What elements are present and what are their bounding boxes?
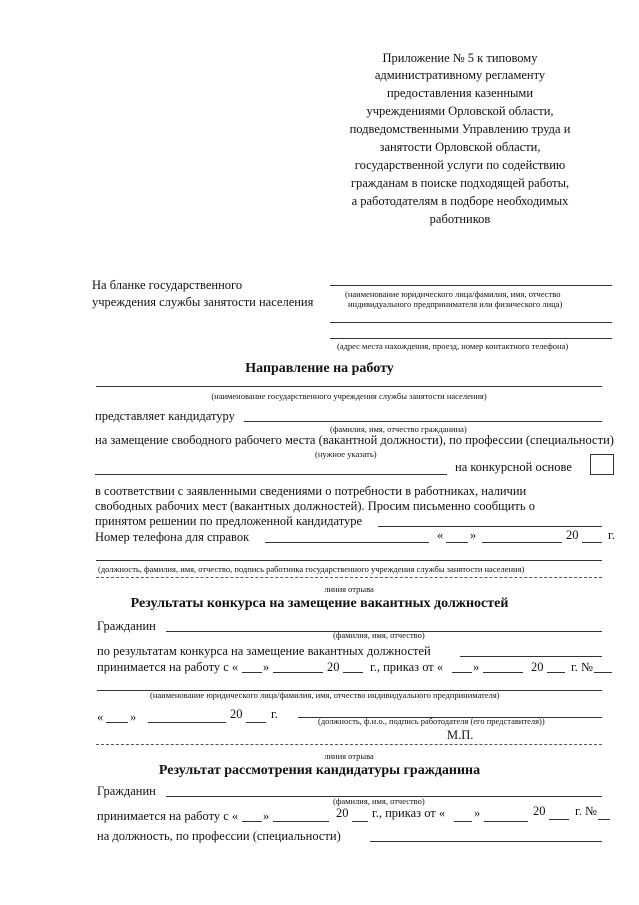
hint-name-1: (наименование юридического лица/фамилия, имя, отчество <box>345 289 561 299</box>
review-position-field[interactable] <box>370 841 602 842</box>
review-hire-month-field[interactable] <box>273 821 329 822</box>
review-order-quote: » <box>474 806 481 820</box>
stamp-place: М.П. <box>447 728 474 742</box>
blank-label-2: учреждения службы занятости населения <box>92 295 314 309</box>
contest-hire-year-prefix: 20 <box>327 660 340 674</box>
by-results-label: по результатам конкурса на замещение вакантных должностей <box>97 644 431 658</box>
contest-order-number-field[interactable] <box>594 672 612 673</box>
contest-date-year-field[interactable] <box>246 722 266 723</box>
review-order-month-field[interactable] <box>484 821 528 822</box>
contest-hire-year-field[interactable] <box>343 672 363 673</box>
review-order-from: г., приказ от « <box>372 806 446 820</box>
referral-year-suffix: г. <box>608 528 615 542</box>
appendix-line-2: административному регламенту <box>374 68 546 82</box>
hint-institution: (наименование государственного учреждения службы занятости населения) <box>211 391 487 401</box>
review-order-year-field[interactable] <box>549 819 569 820</box>
by-results-field[interactable] <box>460 656 602 657</box>
institution-field[interactable] <box>96 386 602 387</box>
review-hint-fio: (фамилия, имя, отчество) <box>333 796 425 806</box>
paragraph-line-3: принятом решении по предложенной кандидатуре <box>95 514 363 528</box>
review-order-day-field[interactable] <box>454 821 472 822</box>
hint-employer: (наименование юридического лица/фамилия, имя, отчество индивидуального предпринимателя) <box>150 690 500 700</box>
appendix-line-6: занятости Орловской области, <box>379 140 541 154</box>
for-position-label: на замещение свободного рабочего места (вакантной должности), по профессии (специальности) <box>95 433 614 447</box>
review-position-label: на должность, по профессии (специальности) <box>97 829 341 843</box>
review-hired-label: принимается на работу с « <box>97 809 239 823</box>
worker-sign-field[interactable] <box>96 560 602 561</box>
contest-date-g: г. <box>271 707 278 721</box>
review-hire-quote: » <box>263 809 270 823</box>
phone-label: Номер телефона для справок <box>95 530 250 544</box>
addressee-address-field[interactable] <box>330 338 612 339</box>
contest-order-from: г., приказ от « <box>370 660 444 674</box>
appendix-line-4: учреждениями Орловской области, <box>366 104 554 118</box>
referral-month-field[interactable] <box>482 542 562 543</box>
hint-worker: (должность, фамилия, имя, отчество, подпись работника государственного учреждения службы занятости населения) <box>98 564 525 574</box>
phone-field[interactable] <box>265 542 429 543</box>
contest-date-open: « <box>97 710 104 724</box>
referral-date-open: « <box>437 528 444 542</box>
contest-order-month-field[interactable] <box>483 672 523 673</box>
addressee-name-field[interactable] <box>330 285 612 286</box>
decision-field[interactable] <box>378 526 602 527</box>
contest-hire-quote: » <box>263 660 270 674</box>
appendix-line-3: предоставления казенными <box>386 86 534 100</box>
review-order-number-field[interactable] <box>598 819 610 820</box>
contest-order-day-field[interactable] <box>452 672 472 673</box>
appendix-line-9: а работодателям в подборе необходимых <box>351 194 569 208</box>
appendix-line-5: подведомственными Управлению труда и <box>349 122 571 136</box>
position-field[interactable] <box>95 474 447 475</box>
tear-line-1-label: линия отрыва <box>324 584 374 594</box>
referral-day-field[interactable] <box>446 542 468 543</box>
competitive-label: на конкурсной основе <box>455 460 572 474</box>
contest-title: Результаты конкурса на замещение вакантных должностей <box>130 596 509 611</box>
review-hire-year-prefix: 20 <box>336 806 349 820</box>
contest-order-no: г. № <box>571 660 593 674</box>
hint-name-2: индивидуального предпринимателя или физического лица) <box>348 299 563 309</box>
appendix-line-1: Приложение № 5 к типовому <box>382 51 538 65</box>
competitive-checkbox[interactable] <box>590 454 614 475</box>
represents-label: представляет кандидатуру <box>95 409 235 423</box>
referral-year-prefix: 20 <box>566 528 579 542</box>
review-title: Результат рассмотрения кандидатуры гражданина <box>158 763 481 778</box>
review-hire-year-field[interactable] <box>352 821 368 822</box>
contest-hire-month-field[interactable] <box>273 672 323 673</box>
hint-fio-citizen: (фамилия, имя, отчество гражданина) <box>330 424 467 434</box>
appendix-line-7: государственной услуги по содействию <box>354 158 566 172</box>
tear-line-2 <box>96 744 602 745</box>
contest-date-month-field[interactable] <box>148 722 226 723</box>
tear-line-2-label: линия отрыва <box>324 751 374 761</box>
review-citizen-label: Гражданин <box>97 784 156 798</box>
contest-date-close: » <box>130 710 137 724</box>
contest-hint-fio: (фамилия, имя, отчество) <box>333 630 425 640</box>
contest-order-year-field[interactable] <box>547 672 565 673</box>
contest-date-day-field[interactable] <box>106 722 128 723</box>
contest-date-year-prefix: 20 <box>230 707 243 721</box>
appendix-line-10: работников <box>429 212 491 226</box>
addressee-line-2[interactable] <box>330 322 612 323</box>
candidate-field[interactable] <box>244 421 602 422</box>
hint-address: (адрес места нахождения, проезд, номер контактного телефона) <box>337 341 569 351</box>
hint-specify: (нужное указать) <box>315 449 377 459</box>
appendix-line-8: гражданам в поиске подходящей работы, <box>350 176 570 190</box>
referral-title: Направление на работу <box>245 361 394 376</box>
referral-date-close: » <box>470 528 477 542</box>
paragraph-line-1: в соответствии с заявленными сведениями о потребности в работниках, наличии <box>95 484 527 498</box>
contest-order-quote: » <box>473 660 480 674</box>
review-order-year-prefix: 20 <box>533 804 546 818</box>
contest-hired-label: принимается на работу с « <box>97 660 239 674</box>
contest-order-year-prefix: 20 <box>531 660 544 674</box>
tear-line-1 <box>96 577 602 578</box>
blank-label-1: На бланке государственного <box>92 278 243 292</box>
paragraph-line-2: свободных рабочих мест (вакантных должностей). Просим письменно сообщить о <box>95 499 535 513</box>
hint-sign: (должность, ф.и.о., подпись работодателя (его представителя)) <box>318 716 545 726</box>
contest-hire-day-field[interactable] <box>242 672 262 673</box>
review-hire-day-field[interactable] <box>242 821 262 822</box>
referral-year-field[interactable] <box>582 542 602 543</box>
contest-citizen-label: Гражданин <box>97 619 156 633</box>
review-order-no: г. № <box>575 804 597 818</box>
